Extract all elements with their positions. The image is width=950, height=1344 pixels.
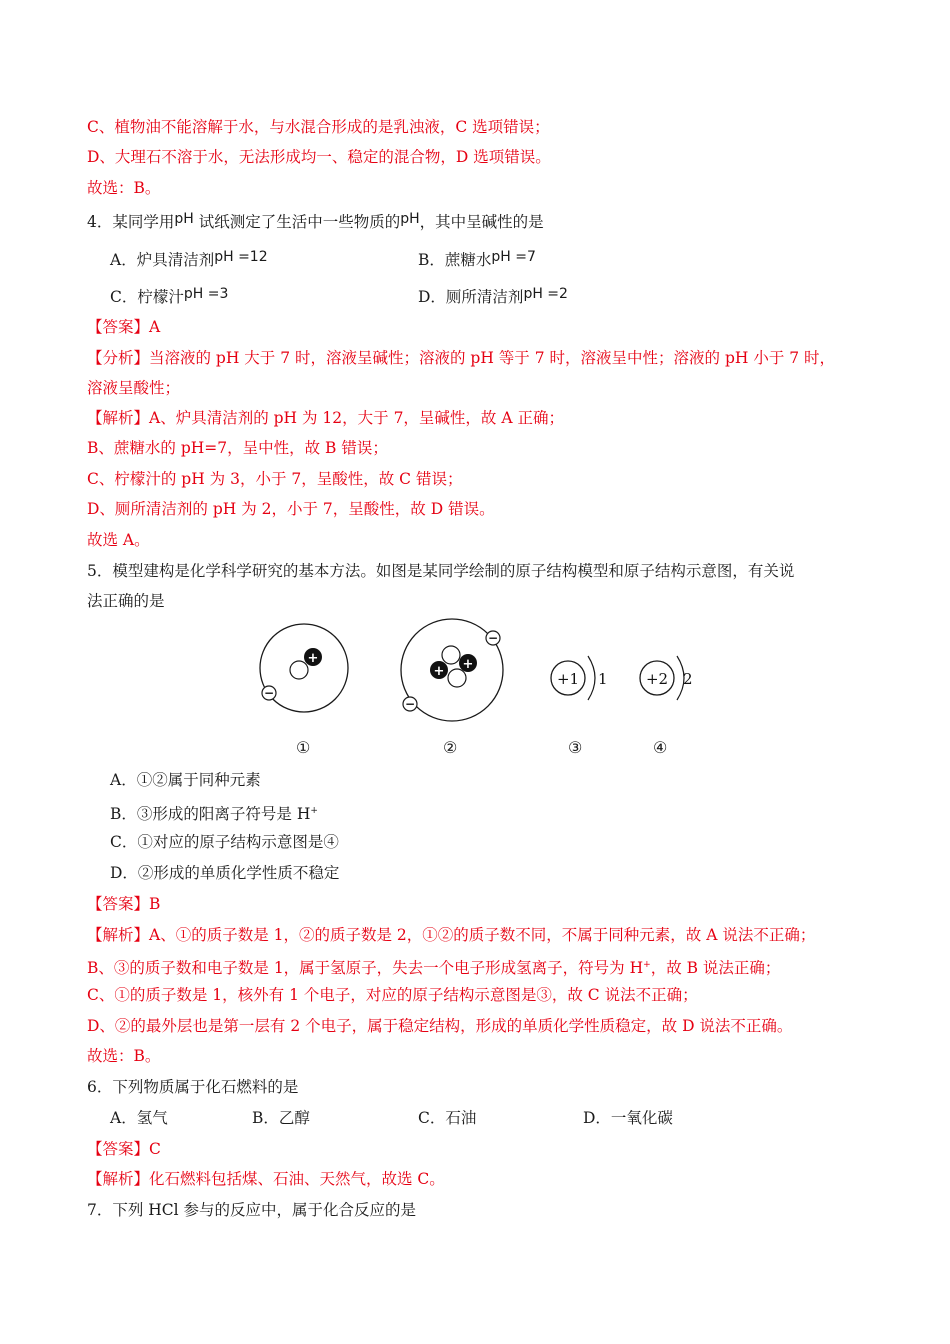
q4-stem-ph-2: pH bbox=[400, 211, 420, 227]
neutron-icon bbox=[442, 646, 460, 664]
svg-text:2: 2 bbox=[683, 670, 693, 688]
q5-stem-line-2: 法正确的是 bbox=[87, 592, 165, 610]
q5-explanation-d: D、②的最外层也是第一层有 2 个电子，属于稳定结构，形成的单质化学性质稳定，故 D 说法不正确。 bbox=[87, 1017, 793, 1035]
q6-option-b[interactable]: B．乙醇 bbox=[252, 1109, 310, 1127]
q5-explanation-a: 【解析】A、①的质子数是 1，②的质子数是 2，①②的质子数不同，不属于同种元素，故 A 说法不正确； bbox=[87, 926, 816, 944]
neutron-icon bbox=[290, 661, 308, 679]
q4-analysis-line-1: 【分析】当溶液的 pH 大于 7 时，溶液呈碱性；溶液的 pH 等于 7 时，溶液呈中性；溶液的 pH 小于 7 时， bbox=[87, 349, 836, 367]
svg-text:+1: +1 bbox=[556, 670, 580, 688]
q6-stem: 6．下列物质属于化石燃料的是 bbox=[87, 1078, 299, 1096]
svg-text:+: + bbox=[462, 657, 474, 672]
q4-explanation-b: B、蔗糖水的 pH=7，呈中性，故 B 错误； bbox=[87, 439, 388, 457]
q4-explanation-a: 【解析】A、炉具清洁剂的 pH 为 12，大于 7，呈碱性，故 A 正确； bbox=[87, 409, 564, 427]
q4-option-a[interactable]: A．炉具清洁剂pH =12 bbox=[110, 249, 268, 269]
q5-conclusion: 故选：B。 bbox=[87, 1047, 161, 1065]
q5-stem-line-1: 5．模型建构是化学科学研究的基本方法。如图是某同学绘制的原子结构模型和原子结构示意图，有关说 bbox=[87, 562, 795, 580]
svg-text:−: − bbox=[487, 631, 499, 645]
q4-stem: 4．某同学用pH 试纸测定了生活中一些物质的pH，其中呈碱性的是 bbox=[87, 211, 544, 231]
q5-answer: 【答案】B bbox=[87, 895, 161, 913]
q6-option-c[interactable]: C．石油 bbox=[418, 1109, 477, 1127]
prev-conclusion: 故选：B。 bbox=[87, 179, 161, 197]
q4-analysis-line-2: 溶液呈酸性； bbox=[87, 379, 181, 397]
q4-option-c[interactable]: C．柠檬汁pH =3 bbox=[110, 286, 229, 306]
q7-stem: 7．下列 HCl 参与的反应中，属于化合反应的是 bbox=[87, 1201, 417, 1219]
atom-diagram-4 bbox=[640, 656, 693, 700]
q4-option-b[interactable]: B．蔗糖水pH =7 bbox=[418, 249, 536, 269]
q5-explanation-c: C、①的质子数是 1，核外有 1 个电子，对应的原子结构示意图是③，故 C 说法不正确； bbox=[87, 986, 698, 1004]
svg-text:+2: +2 bbox=[645, 670, 669, 688]
svg-text:−: − bbox=[404, 697, 416, 711]
prev-explanation-d: D、大理石不溶于水，无法形成均一、稳定的混合物，D 选项错误。 bbox=[87, 148, 551, 166]
q4-conclusion: 故选 A。 bbox=[87, 531, 150, 549]
q4-option-d[interactable]: D．厕所清洁剂pH =2 bbox=[418, 286, 568, 306]
q5-option-d[interactable]: D．②形成的单质化学性质不稳定 bbox=[110, 864, 340, 882]
q5-option-a[interactable]: A．①②属于同种元素 bbox=[110, 771, 261, 789]
atom-diagram-3 bbox=[551, 656, 608, 700]
atom-structure-figure bbox=[250, 618, 710, 723]
q4-stem-ph-1: pH bbox=[174, 211, 194, 227]
q6-explanation: 【解析】化石燃料包括煤、石油、天然气，故选 C。 bbox=[87, 1170, 445, 1188]
q4-answer: 【答案】A bbox=[87, 318, 161, 336]
svg-text:+: + bbox=[433, 664, 445, 679]
atom-model-2 bbox=[401, 619, 503, 721]
svg-text:−: − bbox=[263, 686, 275, 700]
prev-explanation-c: C、植物油不能溶解于水，与水混合形成的是乳浊液，C 选项错误； bbox=[87, 118, 550, 136]
q4-explanation-d: D、厕所清洁剂的 pH 为 2，小于 7，呈酸性，故 D 错误。 bbox=[87, 500, 495, 518]
q5-explanation-b: B、③的质子数和电子数是 1，属于氢原子，失去一个电子形成氢离子，符号为 H+，故 B 说法正确； bbox=[87, 959, 781, 977]
q6-option-d[interactable]: D．一氧化碳 bbox=[583, 1109, 673, 1127]
svg-text:+: + bbox=[307, 651, 319, 666]
q4-explanation-c: C、柠檬汁的 pH 为 3，小于 7，呈酸性，故 C 错误； bbox=[87, 470, 463, 488]
figure-caption-2: ② bbox=[443, 738, 458, 757]
figure-caption-3: ③ bbox=[568, 738, 583, 757]
q5-option-c[interactable]: C．①对应的原子结构示意图是④ bbox=[110, 833, 339, 851]
q6-answer: 【答案】C bbox=[87, 1140, 161, 1158]
figure-caption-1: ① bbox=[296, 738, 311, 757]
q6-option-a[interactable]: A．氢气 bbox=[110, 1109, 168, 1127]
atom-model-1 bbox=[260, 624, 348, 712]
figure-caption-4: ④ bbox=[653, 738, 668, 757]
q5-option-b[interactable]: B．③形成的阳离子符号是 H+ bbox=[110, 805, 318, 823]
svg-text:1: 1 bbox=[598, 670, 608, 688]
